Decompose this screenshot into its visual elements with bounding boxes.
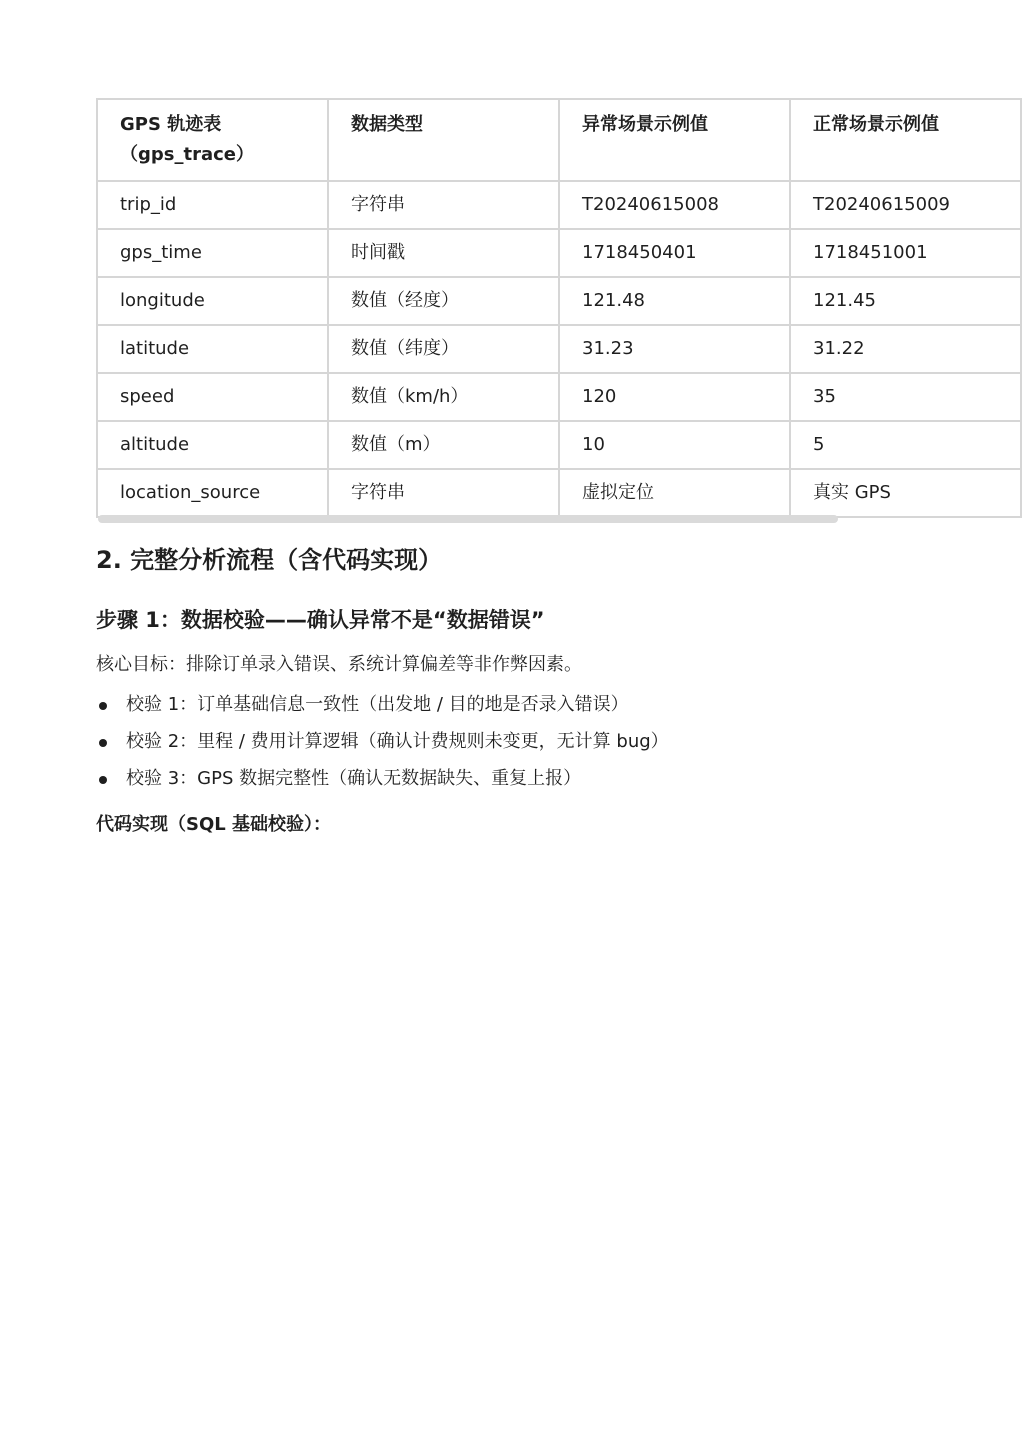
data-type-cell: 数值（km/h） (328, 373, 559, 421)
field-name-cell: trip_id (97, 181, 328, 229)
code-implementation-label: 代码实现（SQL 基础校验）： (96, 814, 332, 835)
normal-value-cell: 真实 GPS (790, 469, 1021, 517)
header-cell-normal-value: 正常场景示例值 (790, 99, 1021, 181)
list-item-text: 校验 2：里程 / 费用计算逻辑（确认计费规则未变更，无计算 bug） (126, 731, 669, 752)
table-horizontal-scrollbar[interactable] (98, 515, 838, 523)
list-item-text: 校验 3：GPS 数据完整性（确认无数据缺失、重复上报） (126, 768, 582, 789)
abnormal-value-cell: 虚拟定位 (559, 469, 790, 517)
bullet-icon (99, 702, 107, 710)
table-header-row (97, 99, 1021, 181)
list-item-text: 校验 1：订单基础信息一致性（出发地 / 目的地是否录入错误） (126, 694, 629, 715)
data-type-cell: 数值（纬度） (328, 325, 559, 373)
section-heading: 2. 完整分析流程（含代码实现） (96, 546, 443, 574)
field-name-cell: location_source (97, 469, 328, 517)
normal-value-cell: 5 (790, 421, 1021, 469)
abnormal-value-cell: T20240615008 (559, 181, 790, 229)
table-row (97, 469, 1021, 517)
field-name-cell: longitude (97, 277, 328, 325)
header-cell-table-name: GPS 轨迹表（gps_trace） (97, 99, 328, 181)
data-type-cell: 时间戳 (328, 229, 559, 277)
data-type-cell: 字符串 (328, 469, 559, 517)
abnormal-value-cell: 121.48 (559, 277, 790, 325)
core-goal-text: 核心目标：排除订单录入错误、系统计算偏差等非作弊因素。 (96, 654, 582, 675)
data-type-cell: 数值（经度） (328, 277, 559, 325)
abnormal-value-cell: 120 (559, 373, 790, 421)
validation-check-list (96, 690, 669, 801)
field-name-cell: altitude (97, 421, 328, 469)
normal-value-cell: 1718451001 (790, 229, 1021, 277)
abnormal-value-cell: 31.23 (559, 325, 790, 373)
list-item (96, 764, 669, 801)
normal-value-cell: 121.45 (790, 277, 1021, 325)
gps-trace-table-container[interactable] (96, 98, 950, 510)
table-row (97, 277, 1021, 325)
data-type-cell: 数值（m） (328, 421, 559, 469)
table-row (97, 181, 1021, 229)
gps-trace-table (96, 98, 1022, 518)
table-row (97, 373, 1021, 421)
normal-value-cell: 35 (790, 373, 1021, 421)
table-row (97, 421, 1021, 469)
normal-value-cell: T20240615009 (790, 181, 1021, 229)
field-name-cell: gps_time (97, 229, 328, 277)
field-name-cell: speed (97, 373, 328, 421)
bullet-icon (99, 776, 107, 784)
field-name-cell: latitude (97, 325, 328, 373)
table-row (97, 325, 1021, 373)
bullet-icon (99, 739, 107, 747)
header-cell-data-type: 数据类型 (328, 99, 559, 181)
normal-value-cell: 31.22 (790, 325, 1021, 373)
abnormal-value-cell: 10 (559, 421, 790, 469)
data-type-cell: 字符串 (328, 181, 559, 229)
list-item (96, 727, 669, 764)
abnormal-value-cell: 1718450401 (559, 229, 790, 277)
header-cell-abnormal-value: 异常场景示例值 (559, 99, 790, 181)
table-row (97, 229, 1021, 277)
list-item (96, 690, 669, 727)
step-heading: 步骤 1：数据校验——确认异常不是“数据错误” (96, 608, 545, 632)
